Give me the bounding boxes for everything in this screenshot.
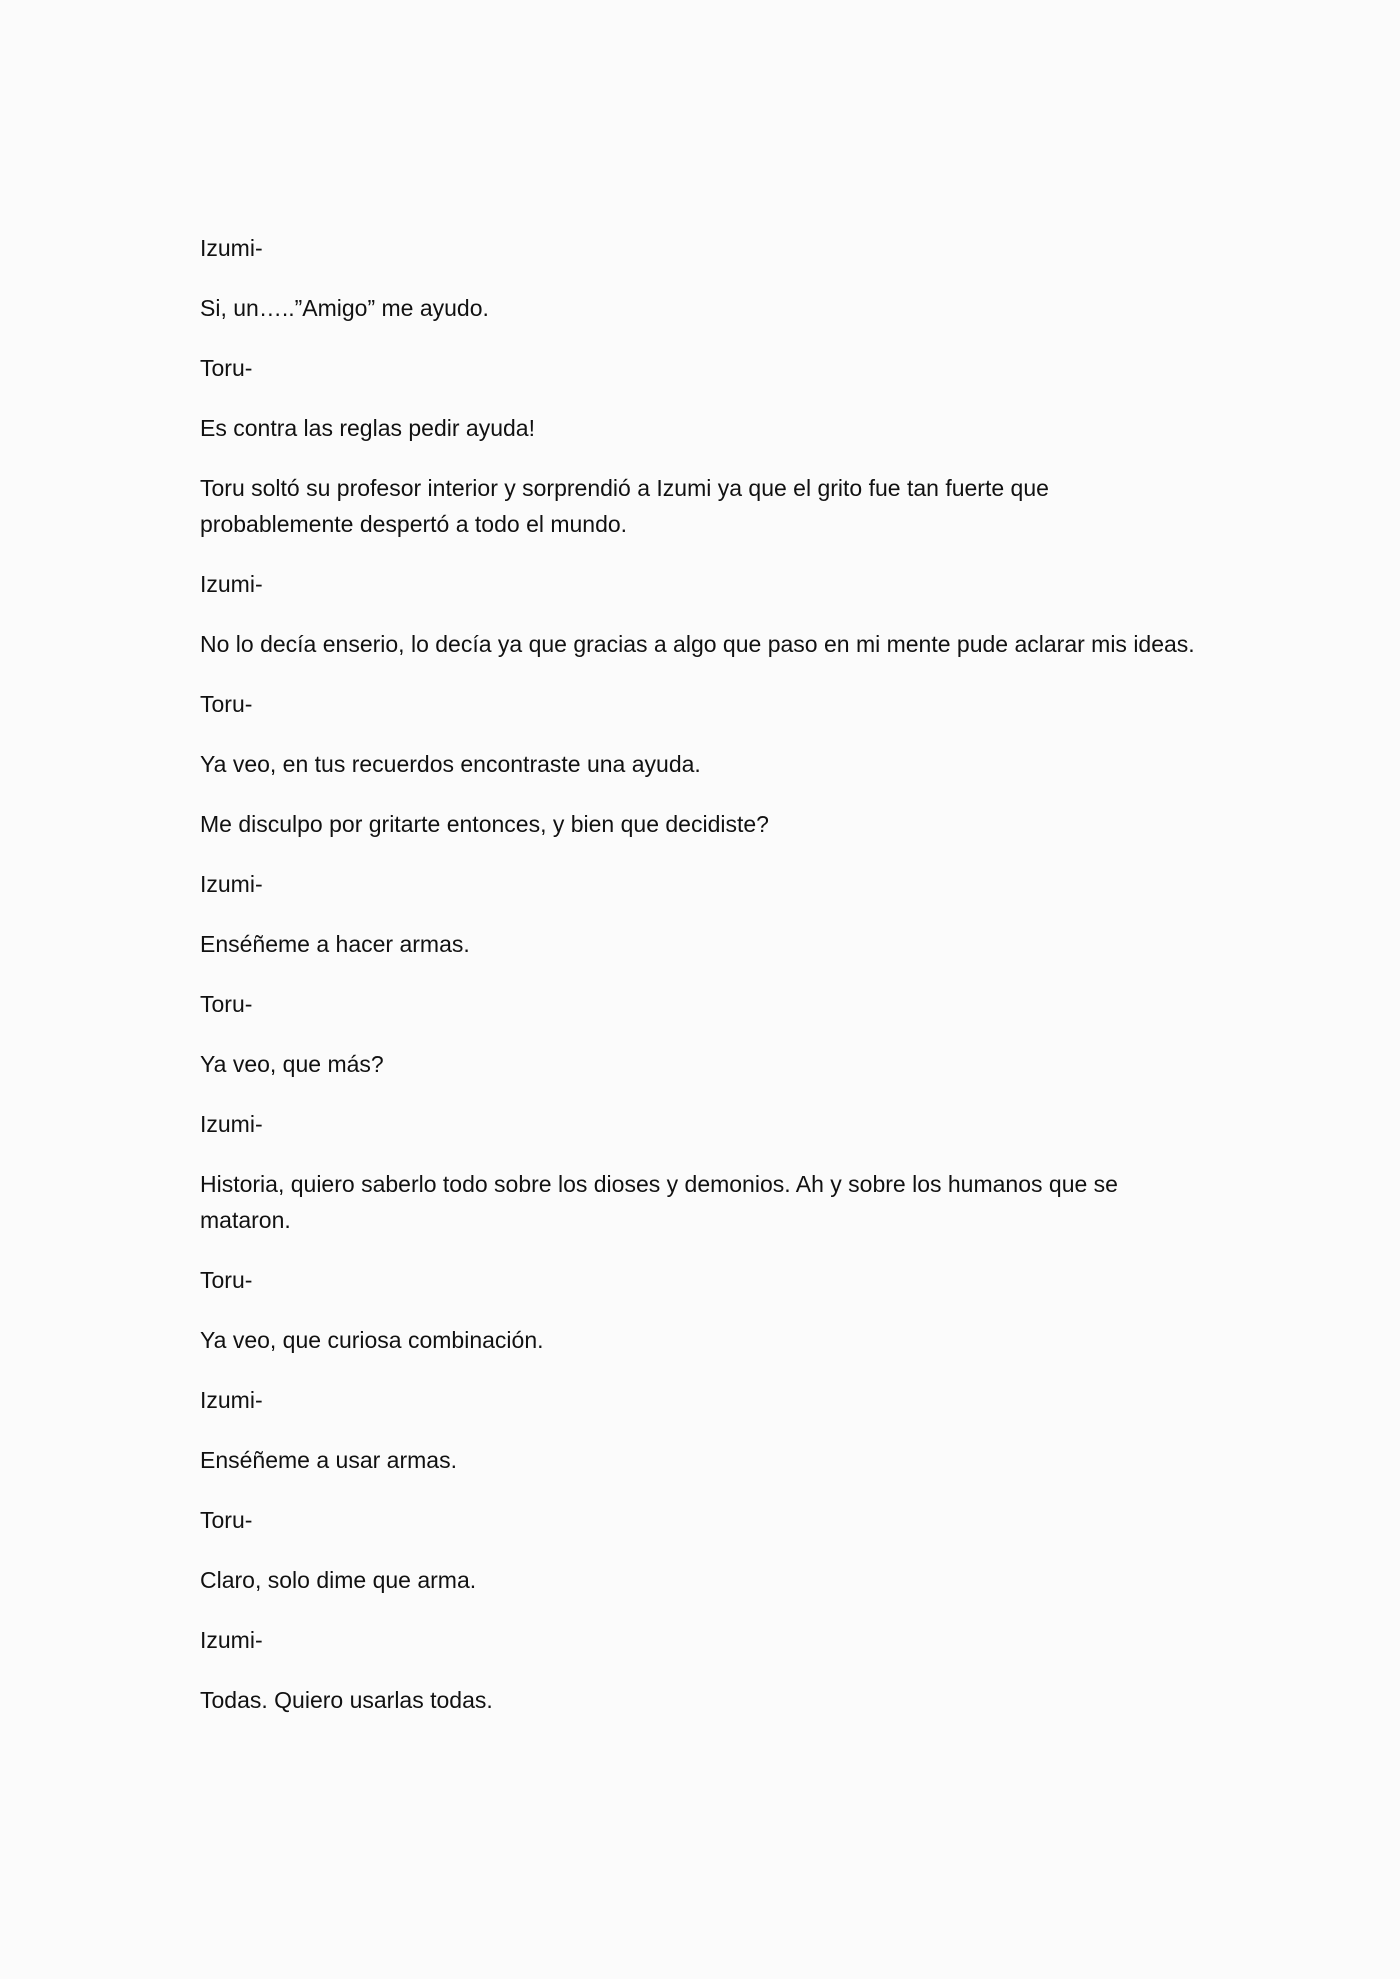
dialogue-line: Historia, quiero saberlo todo sobre los dioses y demonios. Ah y sobre los humanos que se mataron. [200, 1171, 1118, 1233]
speaker-label: Izumi- [200, 1387, 263, 1413]
dialogue-line: Ya veo, en tus recuerdos encontraste una ayuda. [200, 751, 701, 777]
dialogue-line: Ya veo, que curiosa combinación. [200, 1327, 544, 1353]
speaker-label: Toru- [200, 691, 253, 717]
dialogue-line: Enséñeme a hacer armas. [200, 931, 470, 957]
speaker-label: Izumi- [200, 235, 263, 261]
dialogue-line: Si, un…..”Amigo” me ayudo. [200, 295, 489, 321]
narration-paragraph: Toru soltó su profesor interior y sorprendió a Izumi ya que el grito fue tan fuerte que probablemente despertó a todo el mundo. [200, 475, 1049, 537]
speaker-label: Toru- [200, 991, 253, 1017]
document-body [200, 230, 1220, 1742]
speaker-label: Izumi- [200, 571, 263, 597]
speaker-label: Izumi- [200, 1111, 263, 1137]
dialogue-line: Ya veo, que más? [200, 1051, 384, 1077]
dialogue-line: No lo decía enserio, lo decía ya que gracias a algo que paso en mi mente pude aclarar mis ideas. [200, 631, 1195, 657]
dialogue-line: Todas. Quiero usarlas todas. [200, 1687, 493, 1713]
dialogue-line: Me disculpo por gritarte entonces, y bien que decidiste? [200, 811, 769, 837]
dialogue-line: Claro, solo dime que arma. [200, 1567, 477, 1593]
speaker-label: Izumi- [200, 871, 263, 897]
speaker-label: Izumi- [200, 1627, 263, 1653]
dialogue-line: Es contra las reglas pedir ayuda! [200, 415, 535, 441]
dialogue-line: Enséñeme a usar armas. [200, 1447, 457, 1473]
speaker-label: Toru- [200, 1267, 253, 1293]
speaker-label: Toru- [200, 1507, 253, 1533]
speaker-label: Toru- [200, 355, 253, 381]
